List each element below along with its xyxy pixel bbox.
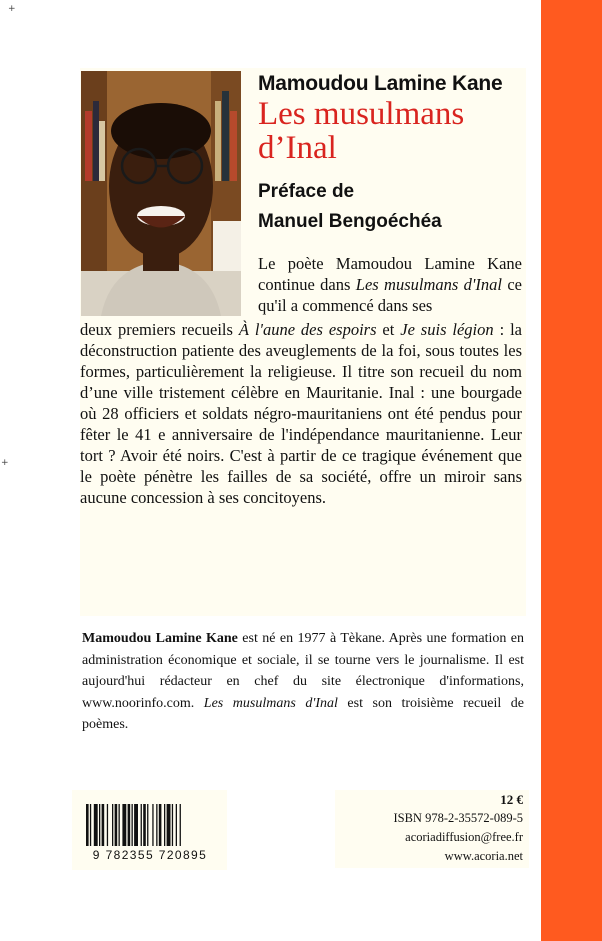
blurb-body: deux premiers recueils À l'aune des espoirs et Je suis légion : la déconstruction patiente des aveuglements de la foi, sous toutes les formes, particulièrement la religieuse. Il titre son recueil du nom d’une ville tristement célèbre en Mauritanie. Inal : une bourgade où 28 officiers et soldats négro-mauritaniens ont été pendus pour fêter le 41 e anniversaire de l'indépendance mauritanienne. Leur tort ? Avoir été noirs. C'est à partir de ce tragique événement que le poète pénètre les failles de sa société, offre un miroir sans aucune concession à ses concitoyens. [80,320,522,507]
price: 12 € [500,792,523,807]
spine-color-band [541,0,602,941]
publisher-website: www.acoria.net [444,849,523,863]
book-title-line: d’Inal [258,130,337,166]
isbn: ISBN 978-2-35572-089-5 [393,811,523,825]
book-ref: Les musulmans d'Inal [355,275,502,294]
barcode-bar [107,804,108,846]
barcode-bar [172,804,173,846]
barcode-number: 9 782355 720895 [92,848,208,862]
publisher-info [335,790,529,868]
author-name: Mamoudou Lamine Kane [258,72,503,95]
barcode-bar [115,804,118,846]
barcode-bar [164,804,165,846]
book-title [258,97,528,165]
barcode-bar [156,804,157,846]
barcode-bar [102,804,105,846]
bio-author-name: Mamoudou Lamine Kane [82,631,238,646]
barcode-bar [132,804,133,846]
barcode-bar [141,804,142,846]
publisher-email: acoriadiffusion@free.fr [405,830,523,844]
book-ref: À l'aune des espoirs [238,320,377,339]
book-title-line: Les musulmans [258,96,465,132]
author-bio: Mamoudou Lamine Kane est né en 1977 à Tèkane. Après une formation en administration économique et sociale, il se tourne vers le journalisme. Il est aujourd'hui rédacteur en chef du site électronique d'informations, www.noorinfo.com. Les musulmans d'Inal est son troisième recueil de poèmes. [82,631,524,732]
barcode-bar [176,804,177,846]
barcode-bar [99,804,100,846]
barcode-bar [112,804,113,846]
barcode-bar [128,804,131,846]
barcode-bar [159,804,162,846]
barcode-bar [143,804,146,846]
book-ref: Les musulmans d'Inal [203,695,338,711]
barcode-bar [134,804,138,846]
book-ref: Je suis légion [400,320,494,339]
preface-label: Préface de [258,181,355,202]
crop-mark: + [1,458,9,468]
barcode [86,804,214,846]
crop-mark: + [8,4,16,14]
barcode-bar [90,804,91,846]
barcode-bar [180,804,181,846]
barcode-bar [86,804,89,846]
barcode-bar [119,804,120,846]
barcode-bar [94,804,98,846]
preface-author: Manuel Bengoéchéa [258,211,442,232]
barcode-bar [152,804,153,846]
blurb-intro: Le poète Mamoudou Lamine Kane continue dans Les musulmans d'Inal ce qu'il a commencé dans ses [258,254,522,315]
barcode-bar [147,804,148,846]
barcode-bar [167,804,171,846]
author-photo [81,71,241,316]
barcode-bar [122,804,126,846]
barcode-block [72,790,227,870]
preface-credit [258,177,442,237]
